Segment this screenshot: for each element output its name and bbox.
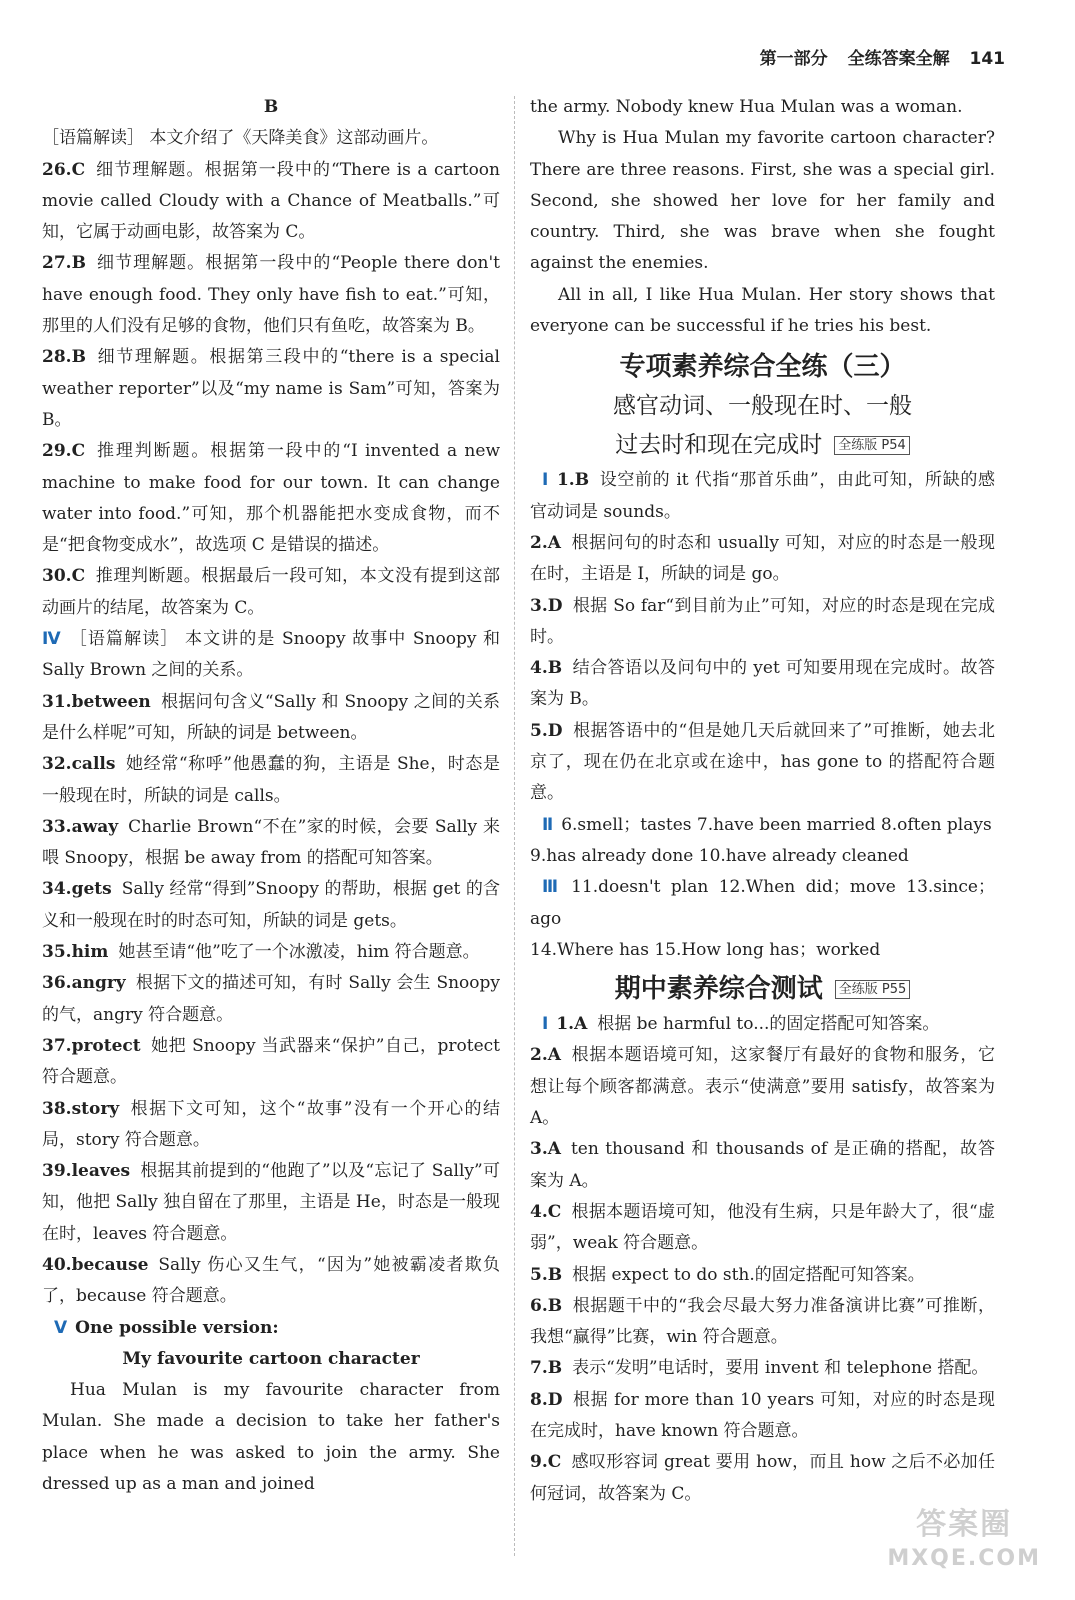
section-iii-label: Ⅲ — [542, 877, 564, 898]
section-iii-line-2: 14.Where has 15.How long has；worked — [530, 939, 881, 960]
answer-explanation: 细节理解题。根据第一段中的“People there don't have enough food. They only have fish to eat.”可知，那里的人们没有足够的食物，他们只有鱼吃，故答案为 B。 — [42, 253, 500, 337]
right-column — [530, 92, 995, 1510]
answer-number: 26.C — [42, 159, 86, 180]
answer-explanation: Charlie Brown“不在”家的时候，会要 Sally 来喂 Snoopy，根据 be away from 的搭配可知答案。 — [42, 816, 500, 869]
midterm-answers-1-9 — [530, 1009, 995, 1510]
answer-item — [530, 716, 995, 810]
section-iii-text-1: 11.doesn't plan 12.When did；move 13.since；ago — [530, 877, 995, 929]
answer-explanation: Sally 伤心又生气，“因为”她被霸凌者欺负了，because 符合题意。 — [42, 1254, 500, 1307]
section-b-intro: ［语篇解读］ 本文介绍了《天降美食》这部动画片。 — [42, 128, 439, 149]
answer-number: 1.A — [556, 1014, 588, 1035]
answer-item — [530, 653, 995, 716]
essay-title: My favourite cartoon character — [122, 1348, 420, 1369]
section-ii-line-2: 9.has already done 10.have already cleaned — [530, 845, 909, 866]
page-number: 141 — [969, 49, 1005, 69]
answer-number: 9.C — [530, 1452, 562, 1473]
answer-explanation: 根据本题语境可知，这家餐厅有最好的食物和服务，它想让每个顾客都满意。表示“使满意”要用 satisfy，故答案为 A。 — [530, 1045, 995, 1129]
page-header — [746, 44, 1005, 69]
essay-paragraph-2: Why is Hua Mulan my favorite cartoon character? There are three reasons. First, she was a special girl. Second, she showed her love for her family and country. Third, she was brave when she fought against the enemies. — [530, 128, 995, 274]
answer-number: 31.between — [42, 691, 151, 712]
answer-item — [530, 528, 995, 591]
section-v-text: One possible version: — [75, 1317, 279, 1338]
answer-item — [42, 342, 500, 436]
answer-item — [530, 1040, 995, 1134]
essay-paragraph-1: Hua Mulan is my favourite character from Mulan. She made a decision to take her father's place when he was asked to join the army. She dressed up as a man and joined — [42, 1380, 500, 1495]
answer-number: 40.because — [42, 1254, 149, 1275]
answer-item — [42, 749, 500, 812]
answer-number: 6.B — [530, 1295, 563, 1316]
answer-number: 1.B — [556, 470, 590, 491]
answer-explanation: 根据问句的时态和 usually 可知，对应的时态是一般现在时，主语是 I，所缺的词是 go。 — [530, 532, 995, 585]
answer-explanation: 细节理解题。根据第三段中的“there is a special weather reporter”以及“my name is Sam”可知，答案为 B。 — [42, 347, 500, 430]
answer-item — [530, 1353, 995, 1384]
answer-number: 2.A — [530, 1045, 561, 1066]
midterm-title-text: 期中素养综合测试 — [614, 974, 823, 1005]
header-book: 全练答案全解 — [847, 49, 950, 69]
answer-explanation: 她经常“称呼”他愚蠢的狗，主语是 She，时态是一般现在时，所缺的词是 calls。 — [42, 754, 500, 806]
answer-item — [42, 155, 500, 249]
answer-explanation: 根据题干中的“我会尽最大努力准备演讲比赛”可推断，我想“赢得”比赛，win 符合题意。 — [530, 1295, 995, 1348]
answer-explanation: ten thousand 和 thousands of 是正确的搭配，故答案为 A。 — [530, 1139, 995, 1191]
answers-26-30 — [42, 155, 500, 624]
answer-number: 2.A — [530, 532, 561, 553]
left-column — [42, 92, 500, 1500]
answer-item — [530, 465, 995, 528]
answer-item — [42, 1094, 500, 1157]
answer-explanation: 表示“发明”电话时，要用 invent 和 telephone 搭配。 — [572, 1358, 989, 1379]
essay-paragraph-3: All in all, I like Hua Mulan. Her story shows that everyone can be successful if he tries his best. — [530, 284, 995, 337]
section-label: Ⅰ — [542, 470, 549, 491]
special-practice-title: 专项素养综合全练（三） — [619, 352, 906, 383]
section-iv-label: Ⅳ — [42, 629, 62, 650]
section-ii-line-1 — [530, 810, 995, 841]
header-part: 第一部分 — [759, 49, 828, 69]
answer-explanation: 细节理解题。根据第一段中的“There is a cartoon movie called Cloudy with a Chance of Meatballs.”可知，它属于动画电影，故答案为 C。 — [42, 159, 500, 243]
answer-explanation: 根据其前提到的“他跑了”以及“忘记了 Sally”可知，他把 Sally 独自留在了那里，主语是 He，时态是一般现在时，leaves 符合题意。 — [42, 1161, 500, 1244]
special-practice-subtitle-2 — [530, 426, 995, 465]
answer-number: 35.him — [42, 942, 109, 963]
answer-explanation: 根据 So far“到目前为止”可知，对应的时态是现在完成时。 — [530, 595, 995, 647]
answer-item — [530, 1197, 995, 1260]
answer-number: 8.D — [530, 1389, 563, 1410]
answer-explanation: 她把 Snoopy 当武器来“保护”自己，protect 符合题意。 — [42, 1035, 500, 1088]
answer-number: 29.C — [42, 441, 86, 462]
section-iv-intro-text: ［语篇解读］ 本文讲的是 Snoopy 故事中 Snoopy 和 Sally Brown 之间的关系。 — [42, 629, 500, 681]
answer-explanation: 根据下文可知，这个“故事”没有一个开心的结局，story 符合题意。 — [42, 1098, 500, 1150]
answer-number: 33.away — [42, 816, 119, 837]
section-v-heading — [42, 1313, 500, 1344]
answer-item — [530, 1385, 995, 1448]
answer-number: 5.D — [530, 720, 563, 741]
answer-explanation: 设空前的 it 代指“那首乐曲”，由此可知，所缺的感官动词是 sounds。 — [530, 470, 995, 522]
section-label: Ⅰ — [542, 1014, 549, 1035]
answer-item — [530, 591, 995, 654]
answer-number: 5.B — [530, 1264, 563, 1285]
answer-item — [42, 874, 500, 937]
answer-explanation: 结合答语以及问句中的 yet 可知要用现在完成时。故答案为 B。 — [530, 658, 995, 710]
answer-explanation: 根据 expect to do sth.的固定搭配可知答案。 — [572, 1264, 925, 1285]
watermark-logo — [887, 1508, 1041, 1576]
watermark-bottom: MXQE.COM — [887, 1546, 1041, 1571]
answer-item — [42, 687, 500, 750]
answer-item — [530, 1009, 995, 1040]
section-iv-intro — [42, 624, 500, 687]
column-divider — [514, 96, 515, 1556]
section-ii-label: Ⅱ — [542, 814, 554, 835]
answer-item — [42, 436, 500, 561]
section-iii-line-1 — [530, 872, 995, 935]
answer-explanation: 根据下文的描述可知，有时 Sally 会生 Snoopy 的气，angry 符合题意。 — [42, 973, 500, 1025]
answer-item — [530, 1260, 995, 1291]
answer-number: 30.C — [42, 566, 86, 587]
section-v-label: Ⅴ — [54, 1317, 68, 1338]
answer-explanation: 推理判断题。根据第一段中的“I invented a new machine to make food for our town. It can change water into food.”可知，那个机器能把水变成食物，而不是“把食物变成水”，故选项 C 是错误的描述。 — [42, 441, 500, 556]
answer-number: 34.gets — [42, 879, 112, 900]
answer-item — [42, 561, 500, 624]
answer-number: 3.D — [530, 595, 563, 616]
essay-paragraph-1-cont: the army. Nobody knew Hua Mulan was a woman. — [530, 97, 963, 117]
answer-item — [530, 1291, 995, 1354]
answer-explanation: 她甚至请“他”吃了一个冰激凌，him 符合题意。 — [118, 942, 480, 963]
special-answers-1-5 — [530, 465, 995, 809]
answer-number: 32.calls — [42, 754, 116, 775]
page-reference-p55: 全练版 P55 — [835, 980, 911, 999]
answer-explanation: 感叹形容词 great 要用 how，而且 how 之后不必加任何冠词，故答案为 C。 — [530, 1452, 995, 1504]
answer-number: 38.story — [42, 1098, 120, 1119]
answer-number: 4.B — [530, 658, 563, 679]
answer-item — [42, 812, 500, 875]
answer-item — [42, 937, 500, 968]
answer-item — [42, 1031, 500, 1094]
answer-number: 36.angry — [42, 973, 126, 994]
answer-explanation: Sally 经常“得到”Snoopy 的帮助，根据 get 的含义和一般现在时的时态可知，所缺的词是 gets。 — [42, 879, 500, 931]
answer-number: 27.B — [42, 253, 86, 274]
watermark-top: 答案圈 — [916, 1507, 1013, 1542]
answer-number: 37.protect — [42, 1035, 141, 1056]
answer-item — [42, 1156, 500, 1250]
answer-number: 3.A — [530, 1139, 561, 1160]
section-b-title: B — [263, 97, 279, 117]
answer-number: 4.C — [530, 1201, 562, 1222]
page-reference-p54: 全练版 P54 — [834, 436, 910, 455]
special-practice-subtitle-1: 感官动词、一般现在时、一般 — [613, 393, 912, 420]
answer-explanation: 根据 for more than 10 years 可知，对应的时态是现在完成时，have known 符合题意。 — [530, 1389, 995, 1441]
answer-explanation: 根据 be harmful to...的固定搭配可知答案。 — [597, 1014, 940, 1035]
answer-item — [42, 1250, 500, 1313]
answer-number: 28.B — [42, 347, 86, 368]
answer-item — [42, 968, 500, 1031]
answers-31-40 — [42, 687, 500, 1313]
answer-explanation: 根据答语中的“但是她几天后就回来了”可推断，她去北京了，现在仍在北京或在途中，has gone to 的搭配符合题意。 — [530, 720, 995, 804]
answer-explanation: 推理判断题。根据最后一段可知，本文没有提到这部动画片的结尾，故答案为 C。 — [42, 566, 500, 618]
answer-item — [42, 248, 500, 342]
answer-number: 39.leaves — [42, 1161, 131, 1182]
answer-number: 7.B — [530, 1358, 563, 1379]
answer-explanation: 根据本题语境可知，他没有生病，只是年龄大了，很“虚弱”，weak 符合题意。 — [530, 1201, 995, 1254]
midterm-title — [530, 970, 995, 1009]
special-practice-subtitle-2-text: 过去时和现在完成时 — [615, 432, 823, 459]
section-ii-text-1: 6.smell；tastes 7.have been married 8.often plays — [561, 814, 992, 835]
answer-item — [530, 1134, 995, 1197]
answer-explanation: 根据问句含义“Sally 和 Snoopy 之间的关系是什么样呢”可知，所缺的词是 between。 — [42, 691, 500, 743]
answer-item — [530, 1447, 995, 1510]
